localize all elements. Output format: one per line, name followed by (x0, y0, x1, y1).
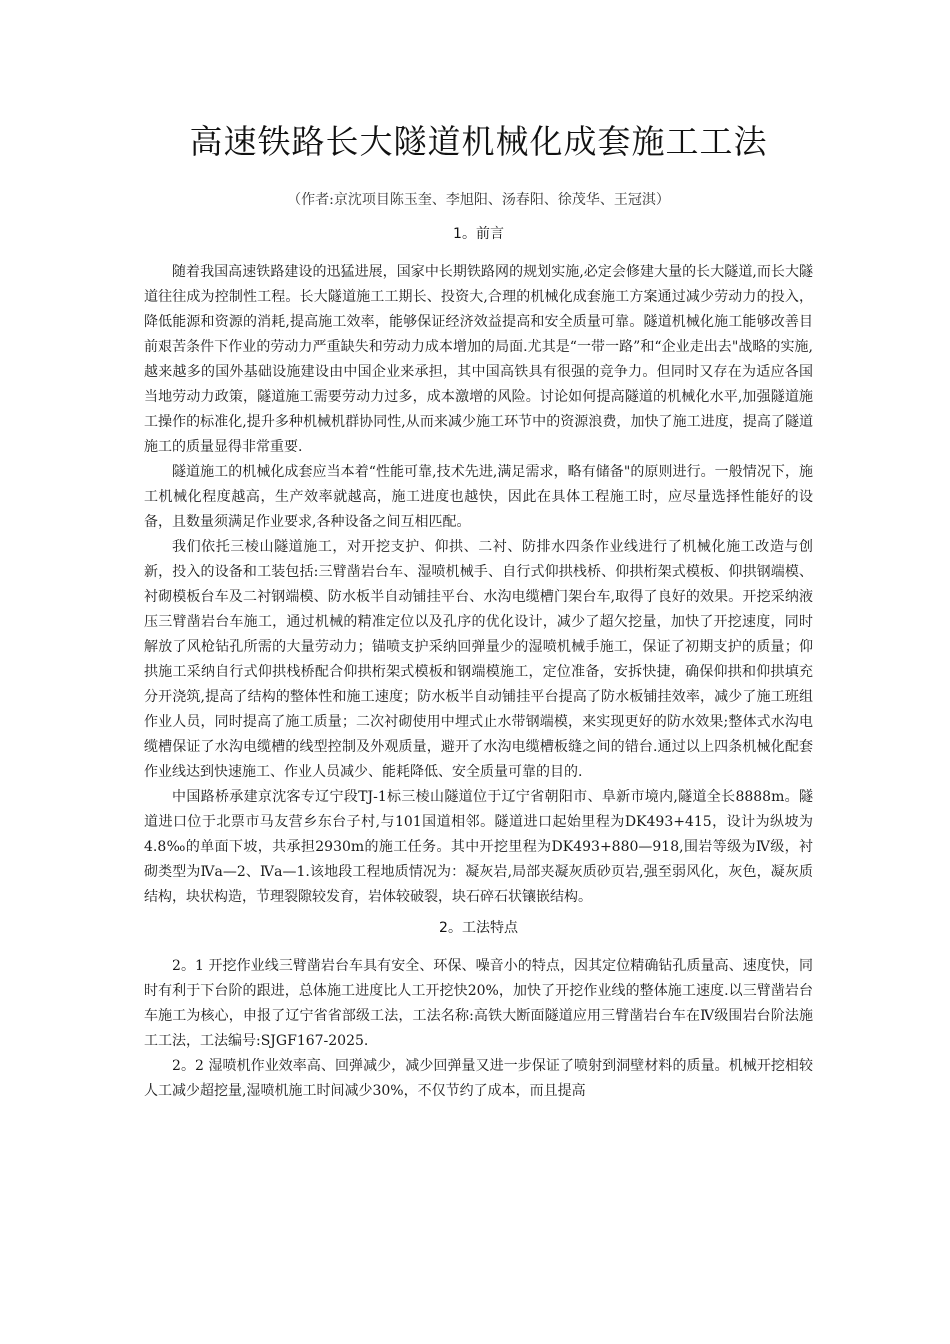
document-authors: （作者:京沈项目陈玉奎、李旭阳、汤春阳、徐茂华、王冠淇） (287, 192, 670, 208)
paragraph: 随着我国高速铁路建设的迅猛进展，国家中长期铁路网的规划实施,必定会修建大量的长大隧道,而长大隧道往往成为控制性工程。长大隧道施工工期长、投资大,合理的机械化成套施工方案通过减少劳动力的投入，降低能源和资源的消耗,提高施工效率，能够保证经济效益提高和安全质量可靠。隧道机械化施工能够改善目前艰苦条件下作业的劳动力严重缺失和劳动力成本增加的局面.尤其是“一带一路”和“企业走出去"战略的实施,越来越多的国外基础设施建设由中国企业来承担，其中国高铁具有很强的竞争力。但同时又存在为适应各国当地劳动力政策，隧道施工需要劳动力过多，成本激增的风险。讨论如何提高隧道的机械化水平,加强隧道施工操作的标准化,提升多种机械机群协同性,从而来减少施工环节中的资源浪费，加快了施工进度，提高了隧道施工的质量显得非常重要. (144, 264, 813, 455)
section-heading: 2。工法特点 (439, 920, 518, 936)
document-body (144, 118, 813, 1104)
paragraph: 2。2 湿喷机作业效率高、回弹减少，减少回弹量又进一步保证了喷射到洞壁材料的质量。机械开挖相较人工减少超挖量,湿喷机施工时间减少30%，不仅节约了成本，而且提高 (144, 1058, 813, 1099)
section-spacer (144, 910, 813, 918)
paragraph: 中国路桥承建京沈客专辽宁段TJ-1标三棱山隧道位于辽宁省朝阳市、阜新市境内,隧道全长8888m。隧道进口位于北票市马友营乡东台子村,与101国道相邻。隧道进口起始里程为DK493+415，设计为纵坡为4.8‰的单面下坡，共承担2930m的施工任务。其中开挖里程为DK493+880—918,围岩等级为Ⅳ级，衬砌类型为Ⅳa—2、Ⅳa—1.该地段工程地质情况为：凝灰岩,局部夹凝灰质砂页岩,强至弱风化，灰色，凝灰质结构，块状构造，节理裂隙较发育，岩体较破裂，块石碎石状镶嵌结构。 (144, 789, 813, 905)
document-title: 高速铁路长大隧道机械化成套施工工法 (189, 122, 768, 161)
section-preface (144, 224, 813, 910)
section-heading: 1。前言 (453, 226, 504, 242)
paragraph: 隧道施工的机械化成套应当本着“性能可靠,技术先进,满足需求，略有储备"的原则进行。一般情况下，施工机械化程度越高，生产效率就越高，施工进度也越快，因此在具体工程施工时，应尽量选择性能好的设备，且数量须满足作业要求,各种设备之间互相匹配。 (144, 464, 813, 530)
section-features (144, 918, 813, 1104)
paragraph: 2。1 开挖作业线三臂凿岩台车具有安全、环保、噪音小的特点，因其定位精确钻孔质量高、速度快，同时有利于下台阶的跟进，总体施工进度比人工开挖快20%，加快了开挖作业线的整体施工速度.以三臂凿岩台车施工为核心，申报了辽宁省省部级工法，工法名称:高铁大断面隧道应用三臂凿岩台车在Ⅳ级围岩台阶法施工工法，工法编号:SJGF167-2025. (144, 958, 813, 1049)
paragraph: 我们依托三棱山隧道施工，对开挖支护、仰拱、二衬、防排水四条作业线进行了机械化施工改造与创新，投入的设备和工装包括:三臂凿岩台车、湿喷机械手、自行式仰拱栈桥、仰拱桁架式模板、仰拱钢端模、衬砌模板台车及二衬钢端模、防水板半自动铺挂平台、水沟电缆槽门架台车,取得了良好的效果。开挖采纳液压三臂凿岩台车施工，通过机械的精准定位以及孔序的优化设计，减少了超欠挖量，加快了开挖速度，同时解放了风枪钻孔所需的大量劳动力；锚喷支护采纳回弹量少的湿喷机械手施工，保证了初期支护的质量；仰拱施工采纳自行式仰拱栈桥配合仰拱桁架式模板和钢端模施工，定位准备，安拆快捷，确保仰拱和仰拱填充分开浇筑,提高了结构的整体性和施工速度；防水板半自动铺挂平台提高了防水板铺挂效率，减少了施工班组作业人员，同时提高了施工质量；二次衬砌使用中埋式止水带钢端模，来实现更好的防水效果;整体式水沟电缆槽保证了水沟电缆槽的线型控制及外观质量，避开了水沟电缆槽板缝之间的错台.通过以上四条机械化配套作业线达到快速施工、作业人员减少、能耗降低、安全质量可靠的目的. (144, 539, 813, 780)
